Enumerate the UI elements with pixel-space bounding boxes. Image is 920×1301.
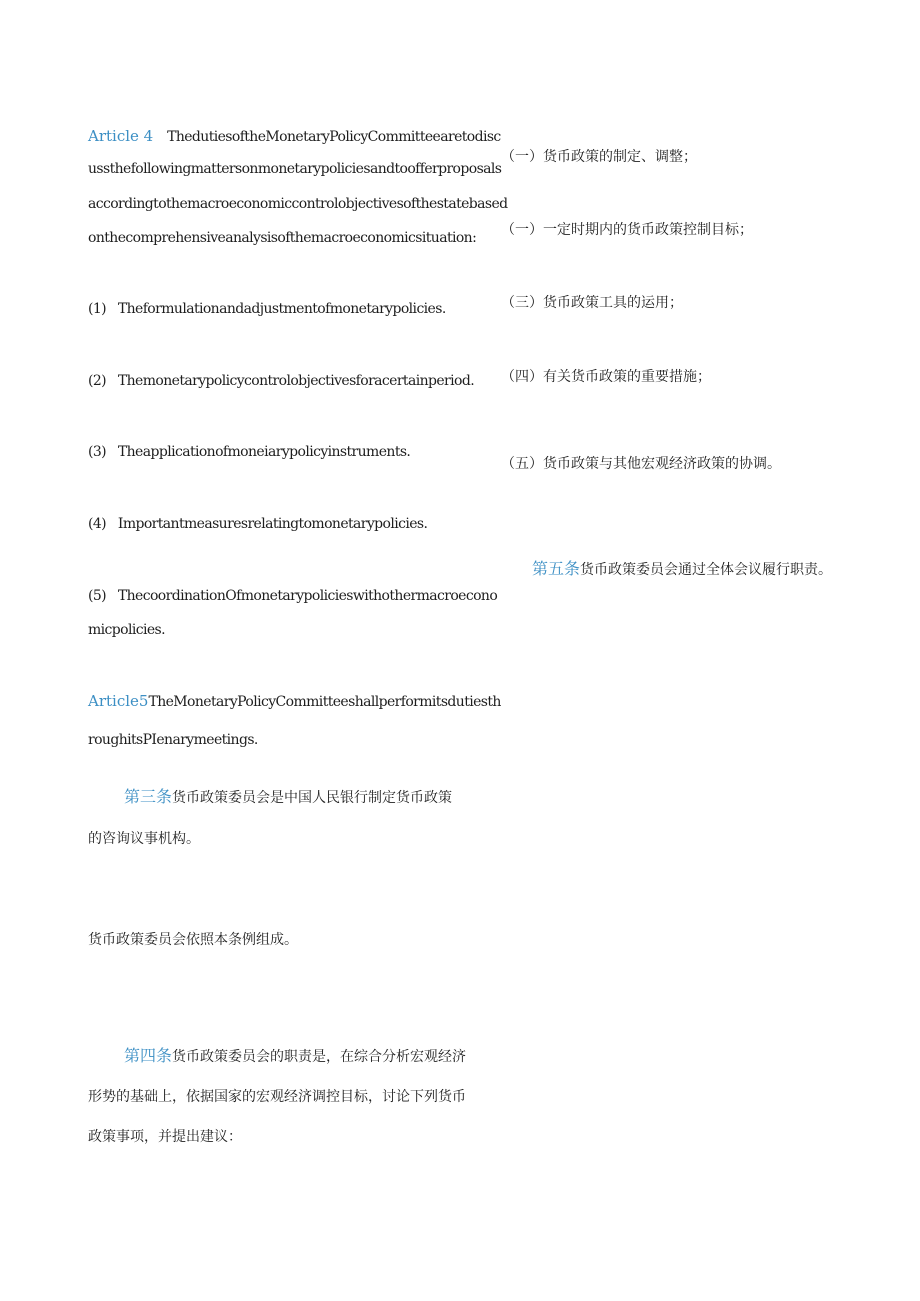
article-5-cn-text: 货币政策委员会通过全体会议履行职责。 bbox=[580, 562, 833, 578]
article-5-line-1 bbox=[88, 692, 501, 710]
article-5-text-1: TheMonetaryPolicyCommitteeshallperformitsdutiesth bbox=[148, 694, 501, 710]
article-4-cn-label: 第四条 bbox=[124, 1046, 173, 1065]
item-text: Theapplicationofmoneiarypolicyinstruments. bbox=[117, 444, 411, 460]
article-4-cn-line-1 bbox=[124, 1043, 466, 1066]
article-5-line-2: roughitsPIenarymeetings. bbox=[88, 732, 258, 748]
article-4-text-1: ThedutiesoftheMonetaryPolicyCommitteearetodisc bbox=[167, 129, 501, 145]
article-4-cn-line-2: 形势的基础上，依据国家的宏观经济调控目标，讨论下列货币 bbox=[88, 1089, 466, 1105]
article-3-cn-line-1 bbox=[124, 784, 452, 807]
item-number: (5) bbox=[88, 588, 107, 604]
composition-cn-text: 货币政策委员会依照本条例组成。 bbox=[88, 932, 298, 948]
article-4-line-2: ussthefollowingmattersonmonetarypoliciesandtoofferproposals bbox=[88, 161, 502, 177]
article-4-line-3: accordingtothemacroeconomiccontrolobjectivesofthestatebased bbox=[88, 196, 508, 212]
list-item: （四）有关货币政策的重要措施； bbox=[501, 369, 711, 385]
article-4-line-4: onthecomprehensiveanalysisofthemacroeconomicsituation: bbox=[88, 230, 477, 246]
list-item: （一）货币政策的制定、调整； bbox=[501, 149, 697, 165]
article-4-cn-text-1: 货币政策委员会的职责是，在综合分析宏观经济 bbox=[172, 1049, 467, 1065]
item-text: ThecoordinationOfmonetarypolicieswithothermacroecono bbox=[117, 588, 498, 604]
list-item bbox=[88, 373, 474, 389]
article-5-label: Article5 bbox=[88, 692, 149, 710]
article-3-cn-text-1: 货币政策委员会是中国人民银行制定货币政策 bbox=[172, 790, 453, 806]
item-number: (3) bbox=[88, 444, 107, 460]
list-item bbox=[88, 588, 497, 604]
article-3-cn-label: 第三条 bbox=[124, 787, 173, 806]
list-item-continuation: micpolicies. bbox=[88, 622, 165, 638]
list-item bbox=[88, 516, 427, 532]
article-4-line-1 bbox=[88, 127, 501, 145]
item-number: (4) bbox=[88, 516, 107, 532]
article-4-label: Article 4 bbox=[88, 127, 154, 145]
article-5-cn-label: 第五条 bbox=[532, 559, 581, 578]
list-item bbox=[88, 301, 446, 317]
list-item: （五）货币政策与其他宏观经济政策的协调。 bbox=[501, 456, 781, 472]
item-text: Importantmeasuresrelatingtomonetarypolicies. bbox=[117, 516, 428, 532]
list-item bbox=[88, 444, 410, 460]
article-5-cn-line-1 bbox=[532, 556, 832, 579]
article-3-cn-line-2: 的咨询议事机构。 bbox=[88, 831, 200, 847]
article-4-cn-line-3: 政策事项，并提出建议： bbox=[88, 1129, 242, 1145]
item-number: (1) bbox=[88, 301, 107, 317]
item-text: Theformulationandadjustmentofmonetarypolicies. bbox=[117, 301, 446, 317]
list-item: （三）货币政策工具的运用； bbox=[501, 295, 683, 311]
item-number: (2) bbox=[88, 373, 107, 389]
item-text: Themonetarypolicycontrolobjectivesforacertainperiod. bbox=[117, 373, 475, 389]
list-item: （一）一定时期内的货币政策控制目标； bbox=[501, 222, 753, 238]
